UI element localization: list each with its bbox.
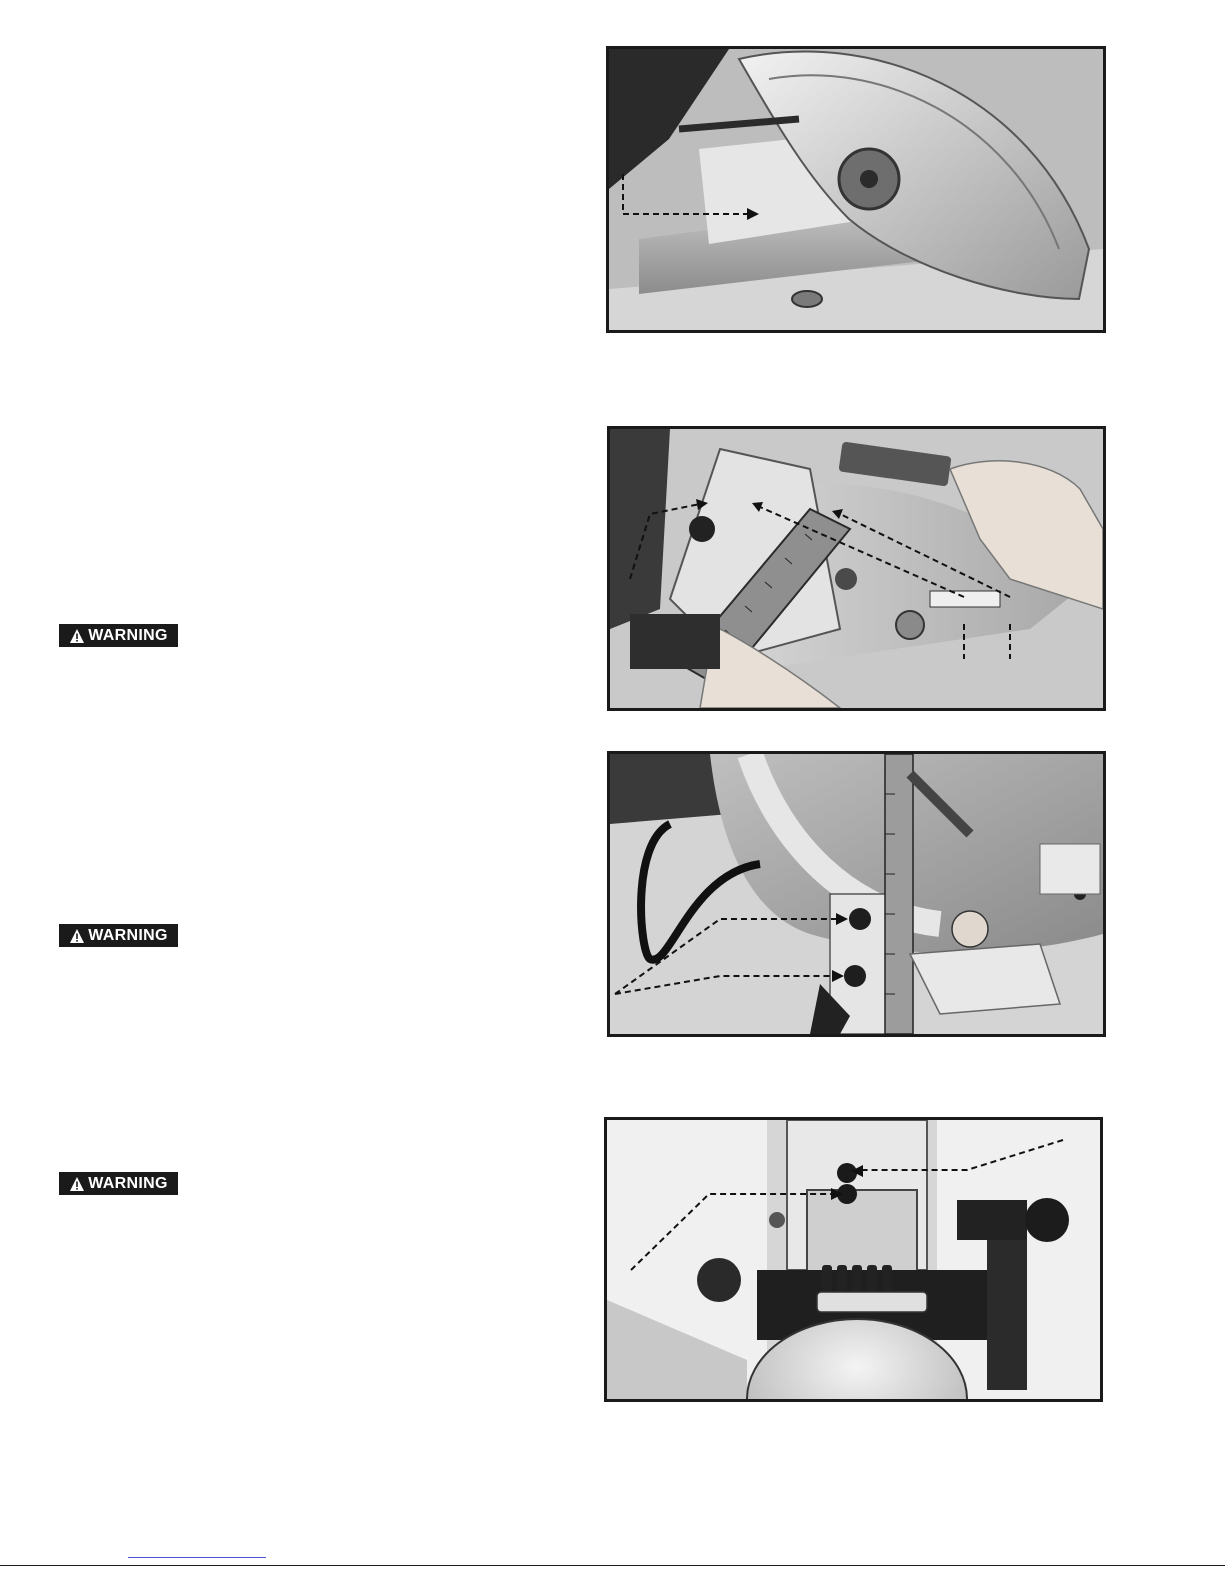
warning-triangle-icon (69, 928, 85, 944)
figure-bevel-stop-screws (604, 1117, 1103, 1402)
figure-fence-square-check (607, 426, 1106, 711)
footer-link-underline[interactable] (128, 1557, 266, 1558)
footer-rule (0, 1565, 1225, 1566)
warning-triangle-icon (69, 1176, 85, 1192)
warning-label: WARNING (88, 626, 168, 644)
warning-label: WARNING (88, 926, 168, 944)
warning-badge-2 (59, 924, 178, 947)
warning-badge-3 (59, 1172, 178, 1195)
figure-fence-clamp-screws (607, 751, 1106, 1037)
figure-blade-guard (606, 46, 1106, 333)
warning-triangle-icon (69, 628, 85, 644)
warning-badge-1 (59, 624, 178, 647)
warning-label: WARNING (88, 1174, 168, 1192)
